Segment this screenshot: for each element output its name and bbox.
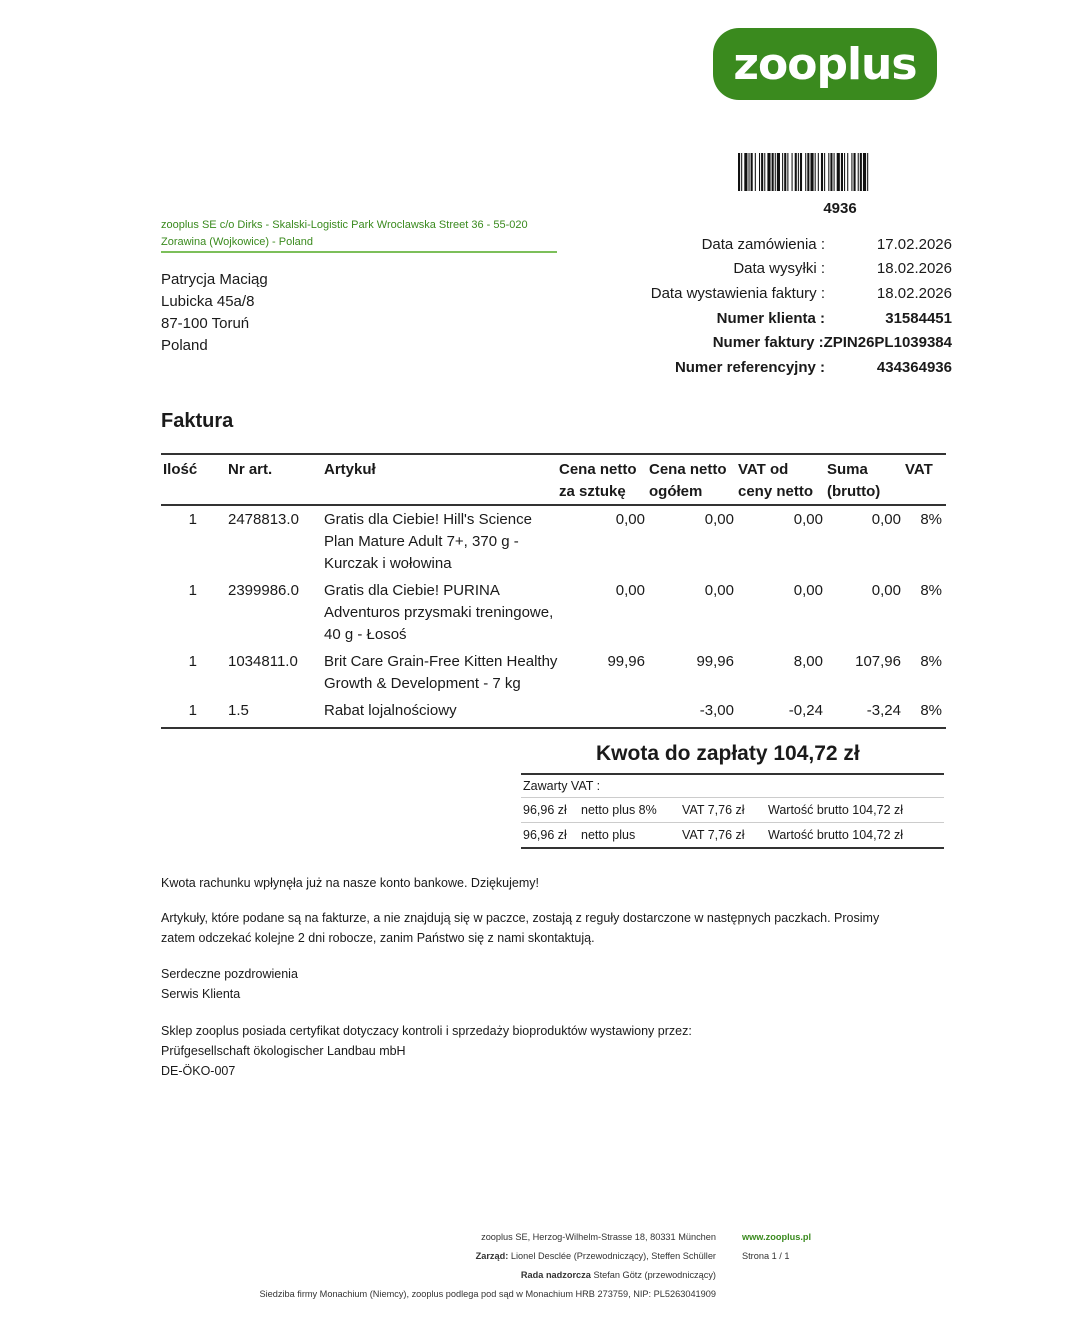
cell-unit-net-price: 0,00 <box>615 511 645 528</box>
vat-net: 96,96 zł <box>523 828 567 842</box>
cell-quantity: 1 <box>188 511 197 528</box>
greeting-line: Serwis Klienta <box>161 987 241 1001</box>
meta-invoice-number <box>620 330 952 355</box>
meta-customer-number <box>620 306 952 331</box>
meta-value: 31584451 <box>885 309 952 327</box>
col-header-article: Artykuł <box>324 461 376 478</box>
cell-vat-amount: -0,24 <box>788 702 823 719</box>
payment-received-note: Kwota rachunku wpłynęła już na nasze konto bankowe. Dziękujemy! <box>161 876 539 890</box>
certificate-info <box>161 1021 941 1081</box>
recipient-name: Patrycja Maciąg <box>161 271 268 288</box>
cell-vat-amount: 0,00 <box>793 582 823 599</box>
meta-label: Numer klienta : <box>716 309 825 327</box>
logo-text: zooplus <box>733 38 917 90</box>
zooplus-logo <box>713 28 937 100</box>
cell-vat-amount: 0,00 <box>793 511 823 528</box>
footer-board-members: Lionel Desclée (Przewodniczący), Steffen Schüller <box>510 1251 716 1261</box>
cell-vat-rate: 8% <box>920 653 942 670</box>
cell-unit-net-price: 99,96 <box>607 653 645 670</box>
meta-value: 17.02.2026 <box>876 235 952 253</box>
barcode-number: 4936 <box>823 200 857 217</box>
header-line: VAT od <box>738 461 789 478</box>
meta-label: Data wysyłki : <box>733 260 825 278</box>
cell-gross-sum: 107,96 <box>855 653 901 670</box>
meta-label: Numer referencyjny : <box>674 358 825 376</box>
delivery-info <box>161 908 941 948</box>
cell-gross-sum: -3,24 <box>866 702 901 719</box>
meta-value: ZPIN26PL1039384 <box>823 334 952 352</box>
header-line: Suma <box>827 461 868 478</box>
footer-page-number: Strona 1 / 1 <box>742 1251 790 1261</box>
header-line: (brutto) <box>827 483 881 500</box>
cell-article: Brit Care Grain-Free Kitten Healthy Growth & Development - 7 kg <box>324 653 558 692</box>
footer-board-label: Zarząd: <box>475 1251 509 1261</box>
cell-gross-sum: 0,00 <box>871 511 901 528</box>
cell-total-net-price: 0,00 <box>704 582 734 599</box>
certificate-line: DE-ÖKO-007 <box>161 1064 236 1078</box>
cell-gross-sum: 0,00 <box>871 582 901 599</box>
meta-label: Data wystawienia faktury : <box>650 284 825 302</box>
col-header-quantity: Ilość <box>163 461 198 478</box>
footer-address: zooplus SE, Herzog-Wilhelm-Strasse 18, 80331 München <box>481 1232 716 1242</box>
cell-article-number: 2399986.0 <box>228 582 299 599</box>
page-title: Faktura <box>161 410 234 432</box>
footer-board <box>180 1247 716 1266</box>
certificate-line: Prüfgesellschaft ökologischer Landbau mbH <box>161 1044 406 1058</box>
meta-value: 18.02.2026 <box>876 284 952 302</box>
invoice-table <box>161 453 946 729</box>
cell-unit-net-price: 0,00 <box>615 582 645 599</box>
cell-article: Rabat lojalnościowy <box>324 702 457 719</box>
recipient-city: 87-100 Toruń <box>161 315 250 332</box>
meta-reference-number <box>620 355 952 380</box>
header-line: ogółem <box>649 483 703 500</box>
cell-vat-rate: 8% <box>920 582 942 599</box>
meta-invoice-date <box>620 281 952 306</box>
cell-total-net-price: 99,96 <box>696 653 734 670</box>
vat-row <box>521 797 944 822</box>
col-header-total-net-price <box>649 459 734 503</box>
footer-council-label: Rada nadzorcza <box>520 1270 591 1280</box>
cell-quantity: 1 <box>188 582 197 599</box>
vat-desc: netto plus <box>581 828 636 842</box>
vat-bottom-rule <box>521 847 944 849</box>
cell-vat-rate: 8% <box>920 511 942 528</box>
footer-company-info <box>180 1228 716 1304</box>
vat-desc: netto plus 8% <box>581 803 657 817</box>
cell-total-net-price: -3,00 <box>699 702 734 719</box>
footer-right <box>742 1228 811 1266</box>
meta-label: Data zamówienia : <box>701 235 825 253</box>
vat-amount: VAT 7,76 zł <box>682 803 745 817</box>
cell-article: Gratis dla Ciebie! Hill's Science Plan Mature Adult 7+, 370 g - Kurczak i wołowina <box>324 511 532 572</box>
recipient-address <box>161 269 268 357</box>
cell-article: Gratis dla Ciebie! PURINA Adventuros przysmaki treningowe, 40 g - Łosoś <box>324 582 554 643</box>
vat-gross: Wartość brutto 104,72 zł <box>768 828 904 842</box>
meta-value: 18.02.2026 <box>876 260 952 278</box>
footer-council <box>180 1266 716 1285</box>
cell-article-number: 1034811.0 <box>228 653 298 670</box>
delivery-info-line: zatem odczekać kolejne 2 dni robocze, zanim Państwo się z nami skontaktują. <box>161 931 595 945</box>
col-header-unit-net-price <box>559 459 645 503</box>
recipient-street: Lubicka 45a/8 <box>161 293 255 310</box>
vat-amount: VAT 7,76 zł <box>682 828 745 842</box>
certificate-line: Sklep zooplus posiada certyfikat dotyczacy kontroli i sprzedaży bioproduktów wystawiony przez: <box>161 1024 692 1038</box>
greeting-line: Serdeczne pozdrowienia <box>161 967 298 981</box>
sender-line-1: zooplus SE c/o Dirks - Skalski-Logistic Park Wroclawska Street 36 - 55-020 <box>161 219 528 231</box>
cell-article-number: 1.5 <box>228 702 249 719</box>
sender-line-2: Zorawina (Wojkowice) - Poland <box>161 236 314 248</box>
vat-summary <box>521 773 944 849</box>
cell-quantity: 1 <box>188 702 197 719</box>
table-header <box>161 455 946 506</box>
col-header-vat-rate: VAT <box>905 461 933 478</box>
cell-article-number: 2478813.0 <box>228 511 299 528</box>
recipient-country: Poland <box>161 337 208 354</box>
header-line: Cena netto <box>559 461 637 478</box>
vat-caption: Zawarty VAT : <box>523 779 601 793</box>
col-header-vat-amount <box>738 459 823 503</box>
table-row <box>161 697 946 727</box>
meta-order-date <box>620 232 952 257</box>
vat-row <box>521 822 944 847</box>
delivery-info-line: Artykuły, które podane są na fakturze, a nie znajdują się w paczce, zostają z reguły dostarczone w następnych paczkach. Prosimy <box>161 911 880 925</box>
col-header-gross-sum <box>827 459 901 503</box>
meta-label: Numer faktury : <box>712 334 824 352</box>
footer-seat: Siedziba firmy Monachium (Niemcy), zooplus podlega pod sąd w Monachium HRB 273759, NIP: PL5263041909 <box>259 1289 716 1299</box>
table-row <box>161 506 946 577</box>
meta-shipping-date <box>620 257 952 282</box>
header-line: za sztukę <box>559 483 626 500</box>
greeting <box>161 964 941 1004</box>
meta-value: 434364936 <box>876 358 952 376</box>
header-line: ceny netto <box>738 483 814 500</box>
footer-website-link[interactable]: www.zooplus.pl <box>742 1232 812 1242</box>
cell-vat-amount: 8,00 <box>793 653 823 670</box>
cell-total-net-price: 0,00 <box>704 511 734 528</box>
amount-due: Kwota do zapłaty 104,72 zł <box>596 742 860 765</box>
cell-quantity: 1 <box>188 653 197 670</box>
table-row <box>161 577 946 648</box>
table-row <box>161 648 946 697</box>
cell-vat-rate: 8% <box>920 702 942 719</box>
sender-address <box>161 217 557 251</box>
invoice-meta <box>620 232 952 380</box>
vat-net: 96,96 zł <box>523 803 567 817</box>
col-header-article-number: Nr art. <box>228 461 273 478</box>
vat-gross: Wartość brutto 104,72 zł <box>768 803 904 817</box>
barcode <box>738 153 944 191</box>
footer-council-members: Stefan Götz (przewodniczący) <box>593 1270 716 1280</box>
header-line: Cena netto <box>649 461 727 478</box>
table-bottom-rule <box>161 727 946 729</box>
sender-divider <box>161 251 557 253</box>
